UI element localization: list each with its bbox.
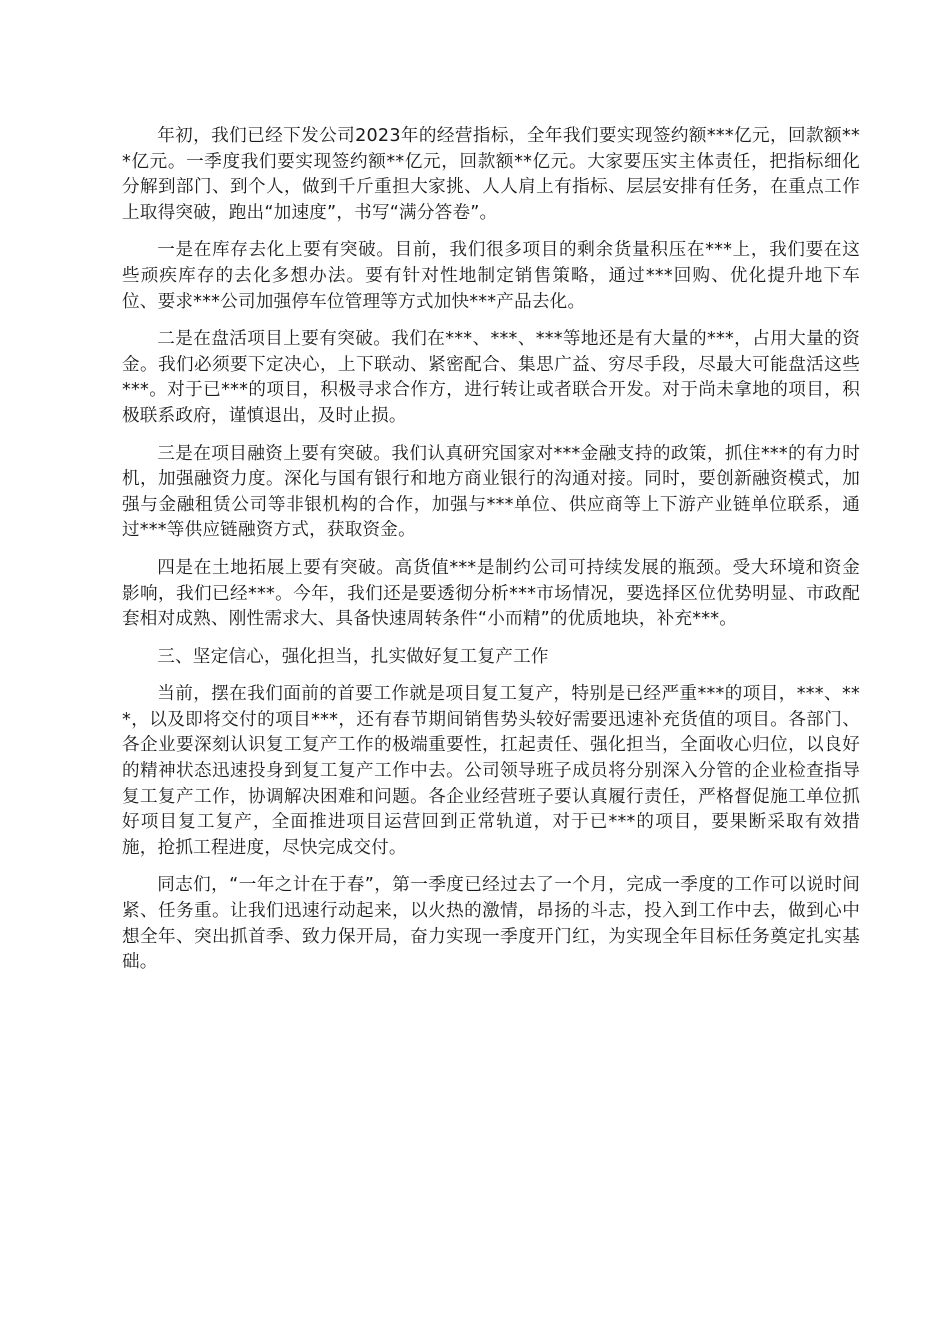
paragraph-inventory: 一是在库存去化上要有突破。目前，我们很多项目的剩余货量积压在***上，我们要在这些顽疾库存的去化多想办法。要有针对性地制定销售策略，通过***回购、优化提升地下车位、要求***公司加强停车位管理等方式加快***产品去化。	[122, 240, 860, 312]
paragraph-targets: 年初，我们已经下发公司2023年的经营指标，全年我们要实现签约额***亿元，回款额***亿元。一季度我们要实现签约额**亿元，回款额**亿元。大家要压实主体责任，把指标细化分解到部门、到个人，做到千斤重担大家挑、人人肩上有指标、层层安排有任务，在重点工作上取得突破，跑出“加速度”，书写“满分答卷”。	[122, 126, 860, 223]
paragraph-financing: 三是在项目融资上要有突破。我们认真研究国家对***金融支持的政策，抓住***的有力时机，加强融资力度。深化与国有银行和地方商业银行的沟通对接。同时，要创新融资模式，加强与金融租赁公司等非银机构的合作，加强与***单位、供应商等上下游产业链单位联系，通过***等供应链融资方式，获取资金。	[122, 443, 860, 541]
paragraph-resume-work: 当前，摆在我们面前的首要工作就是项目复工复产，特别是已经严重***的项目，***、***，以及即将交付的项目***，还有春节期间销售势头较好需要迅速补充货值的项目。各部门、各企业要深刻认识复工复产工作的极端重要性，扛起责任、强化担当，全面收心归位，以良好的精神状态迅速投身到复工复产工作中去。公司领导班子成员将分别深入分管的企业检查指导复工复产工作，协调解决困难和问题。各企业经营班子要认真履行责任，严格督促施工单位抓好项目复工复产，全面推进项目运营回到正常轨道，对于已***的项目，要果断采取有效措施，抢抓工程进度，尽快完成交付。	[122, 684, 860, 858]
section-heading: 三、坚定信心，强化担当，扎实做好复工复产工作	[157, 646, 549, 667]
document-body	[122, 124, 860, 988]
paragraph-closing: 同志们，“一年之计在于春”，第一季度已经过去了一个月，完成一季度的工作可以说时间紧、任务重。让我们迅速行动起来，以火热的激情，昂扬的斗志，投入到工作中去，做到心中想全年、突出抓首季、致力保开局，奋力实现一季度开门红，为实现全年目标任务奠定扎实基础。	[122, 875, 860, 973]
paragraph-land: 四是在土地拓展上要有突破。高货值***是制约公司可持续发展的瓶颈。受大环境和资金影响，我们已经***。今年，我们还是要透彻分析***市场情况，要选择区位优势明显、市政配套相对成熟、刚性需求大、具备快速周转条件“小而精”的优质地块，补充***。	[122, 557, 860, 630]
paragraph-revitalize: 二是在盘活项目上要有突破。我们在***、***、***等地还是有大量的***，占用大量的资金。我们必须要下定决心，上下联动、紧密配合、集思广益、穷尽手段，尽最大可能盘活这些***。对于已***的项目，积极寻求合作方，进行转让或者联合开发。对于尚未拿地的项目，积极联系政府，谨慎退出，及时止损。	[122, 329, 860, 426]
